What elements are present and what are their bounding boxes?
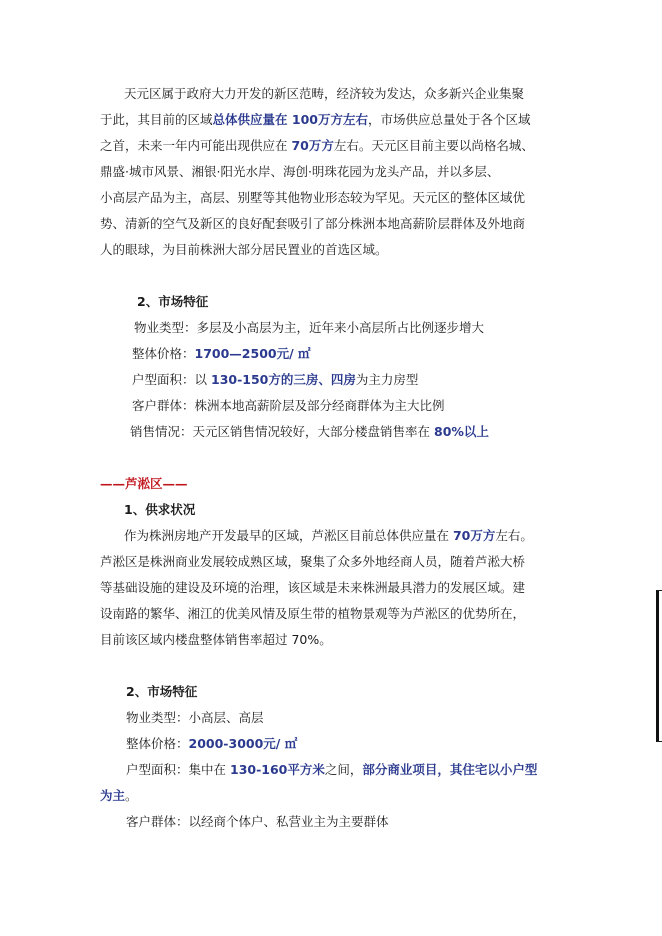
s1-para-line-2a: 于此，其目前的区域	[100, 112, 213, 127]
s1-para-line-3b: 左右。天元区目前主要以尚格名城、	[333, 138, 534, 153]
s1-unit-size-highlight: 130-150方的三房、四房	[211, 372, 356, 387]
s2-para-line-2: 芦淞区是株洲商业发展较成熟区域，聚集了众多外地经商人员，随着芦淞大桥	[100, 554, 526, 569]
s1-customers-label: 客户群体：	[132, 398, 195, 413]
s2-para-line-1b: 左右。	[495, 528, 533, 543]
s1-para-line-3a: 之首，未来一年内可能出现供应在	[100, 138, 292, 153]
s1-para-line-2	[100, 112, 530, 128]
s2-unit-size-highlight-1: 130-160平方米	[230, 762, 325, 777]
s1-price-value: 1700—2500元/ ㎡	[194, 346, 311, 361]
s1-para-line-4: 鼎盛·城市风景、湘银·阳光水岸、海创·明珠花园为龙头产品，并以多层、	[100, 164, 500, 179]
s2-para-line-1	[124, 528, 533, 544]
s1-price	[132, 346, 311, 362]
s2-unit-size-label: 户型面积：	[126, 762, 189, 777]
s1-unit-size-a: 以	[194, 372, 211, 387]
s1-para-line-2b: ，市场供应总量处于各个区域	[367, 112, 531, 127]
s2-unit-size-b: 之间，	[324, 762, 363, 777]
s1-sales	[130, 424, 489, 440]
s1-property-type	[134, 320, 484, 336]
s2-district-title: ——芦淞区——	[100, 476, 188, 491]
s2-customers-value: 以经商个体户、私营业主为主要群体	[188, 814, 389, 829]
s2-para-line-4: 设南路的繁华、湘江的优美风情及原生带的植物景观等为芦淞区的优势所在，	[100, 606, 526, 621]
s1-price-label: 整体价格：	[132, 346, 195, 361]
s2-price	[126, 736, 297, 752]
s1-supply-highlight: 总体供应量在 100万方左右	[212, 112, 368, 127]
s1-sales-highlight: 80%以上	[434, 424, 489, 439]
s1-unit-size-b: 为主力房型	[355, 372, 419, 387]
s1-property-type-value: 多层及小高层为主，近年来小高层所占比例逐步增大	[196, 320, 485, 335]
s1-para-line-3	[100, 138, 534, 154]
s1-market-heading: 2、市场特征	[137, 294, 209, 309]
s2-para-line-1a: 作为株洲房地产开发最早的区域，芦淞区目前总体供应量在	[124, 528, 453, 543]
s2-property-type	[126, 710, 264, 726]
s2-supply-heading: 1、供求状况	[124, 502, 196, 517]
s1-future-supply-highlight: 70万方	[291, 138, 334, 153]
s1-para-line-1: 天元区属于政府大力开发的新区范畴，经济较为发达，众多新兴企业集聚	[124, 86, 525, 101]
s2-unit-size-c: 。	[125, 788, 138, 803]
s1-para-line-7: 人的眼球，为目前株洲大部分居民置业的首选区域。	[100, 242, 388, 257]
s1-property-type-label: 物业类型：	[134, 320, 197, 335]
s2-customers	[126, 814, 389, 830]
s2-unit-size-a: 集中在	[188, 762, 230, 777]
s2-unit-size-highlight-3: 为主	[100, 788, 126, 803]
s1-customers-value: 株洲本地高薪阶层及部分经商群体为主大比例	[194, 398, 445, 413]
page-edge-frame	[656, 590, 662, 742]
s1-para-line-5: 小高层产品为主，高层、别墅等其他物业形态较为罕见。天元区的整体区域优	[100, 190, 526, 205]
s2-unit-size-cont	[100, 788, 138, 804]
s2-unit-size	[126, 762, 537, 778]
s1-customers	[132, 398, 445, 414]
s2-price-label: 整体价格：	[126, 736, 189, 751]
s2-para-line-5: 目前该区域内楼盘整体销售率超过 70%。	[100, 632, 332, 647]
s1-sales-a: 天元区销售情况较好，大部分楼盘销售率在	[192, 424, 434, 439]
s2-property-type-label: 物业类型：	[126, 710, 189, 725]
s2-customers-label: 客户群体：	[126, 814, 189, 829]
s1-unit-size-label: 户型面积：	[132, 372, 195, 387]
s1-unit-size	[132, 372, 418, 388]
s2-price-value: 2000-3000元/ ㎡	[188, 736, 298, 751]
s2-para-line-3: 等基础设施的建设及环境的治理，该区域是未来株洲最具潜力的发展区域。建	[100, 580, 526, 595]
s2-unit-size-highlight-2: 部分商业项目，其住宅以小户型	[362, 762, 538, 777]
s1-para-line-6: 势、清新的空气及新区的良好配套吸引了部分株洲本地高薪阶层群体及外地商	[100, 216, 526, 231]
s2-market-heading: 2、市场特征	[126, 684, 198, 699]
s2-property-type-value: 小高层、高层	[188, 710, 264, 725]
s2-supply-highlight: 70万方	[452, 528, 496, 543]
s1-sales-label: 销售情况：	[130, 424, 193, 439]
